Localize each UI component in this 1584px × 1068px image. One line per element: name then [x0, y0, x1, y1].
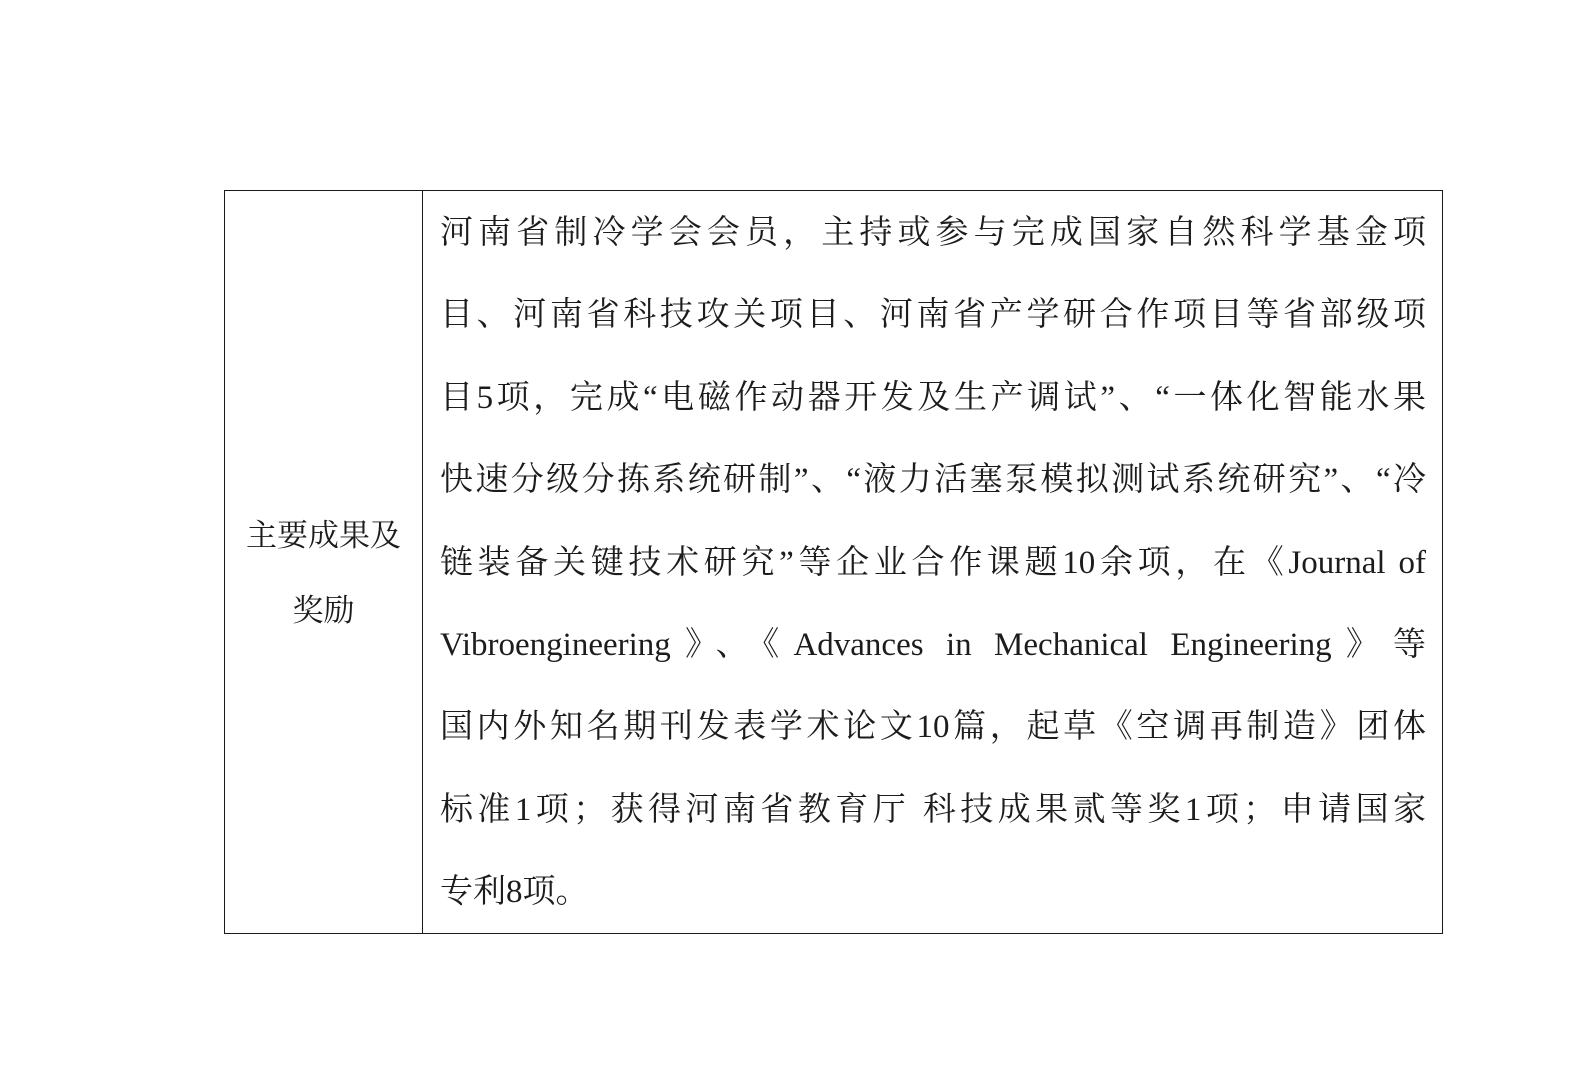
paragraph-line: 国内外知名期刊发表学术论文10篇，起草《空调再制造》团体 — [440, 709, 1426, 746]
paragraph-line: 目5项，完成“电磁作动器开发及生产调试”、“一体化智能水果 — [440, 379, 1426, 416]
paragraph-line: Vibroengineering》、《Advances in Mechanical Engineering》等 — [440, 626, 1426, 663]
paragraph-line: 专利8项。 — [440, 874, 589, 911]
row-label: 主要成果及奖励 — [246, 518, 401, 628]
paragraph-line: 链装备关键技术研究”等企业合作课题10余项，在《Journal of — [440, 544, 1426, 581]
paragraph-line: 目、河南省科技攻关项目、河南省产学研合作项目等省部级项 — [440, 297, 1426, 334]
paragraph-line: 快速分级分拣系统研制”、“液力活塞泵模拟测试系统研究”、“冷 — [440, 462, 1426, 499]
achievements-table — [224, 190, 1443, 934]
paragraph-line: 河南省制冷学会会员，主持或参与完成国家自然科学基金项 — [440, 215, 1426, 251]
paragraph-line: 标准1项；获得河南省教育厅 科技成果贰等奖1项；申请国家 — [440, 791, 1426, 828]
content-cell — [423, 191, 1442, 933]
label-cell — [225, 191, 423, 933]
